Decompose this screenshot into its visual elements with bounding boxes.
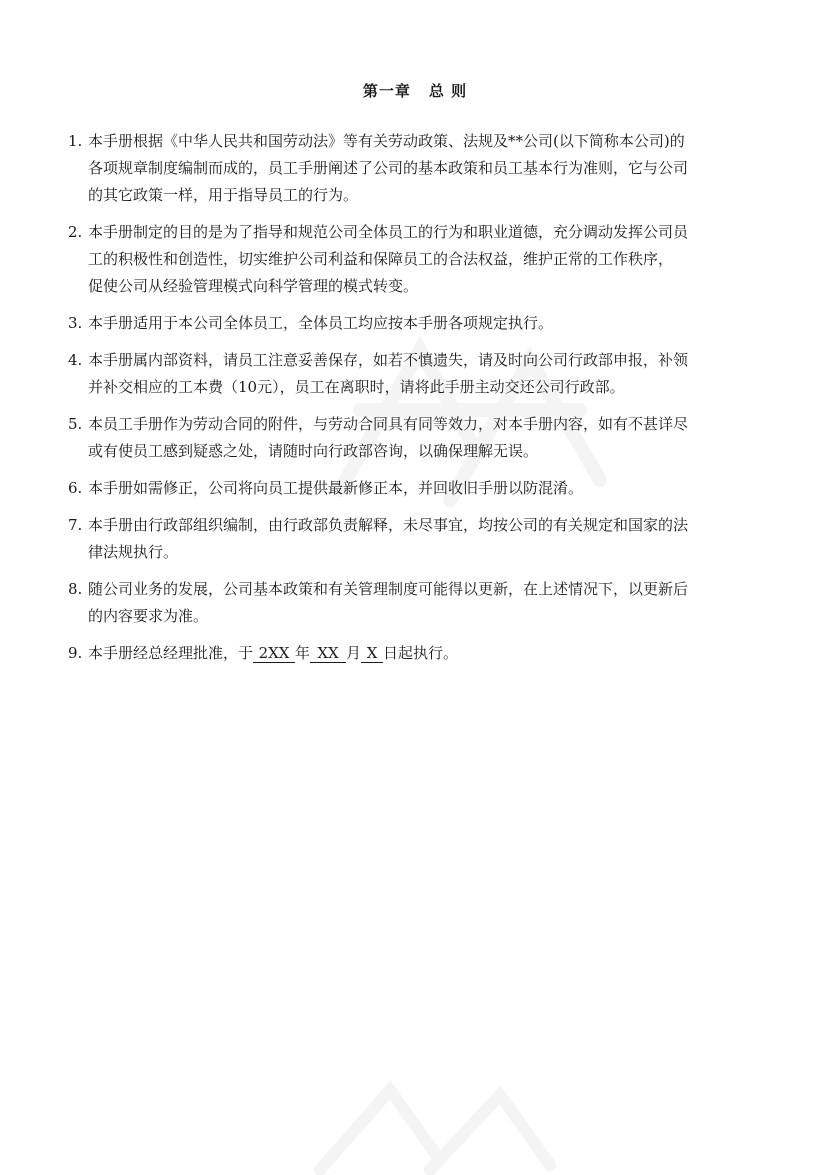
item-text-line: 或有使员工感到疑惑之处，请随时向行政部咨询，以确保理解无误。 xyxy=(88,442,539,460)
list-item xyxy=(68,347,768,401)
day-blank: X xyxy=(361,644,383,663)
item-number: 6. xyxy=(68,479,83,497)
item-number: 2. xyxy=(68,223,83,241)
item-text-line: 的其它政策一样，用于指导员工的行为。 xyxy=(88,186,359,204)
item-number: 9. xyxy=(68,644,83,662)
item-text-line: 本手册属内部资料，请员工注意妥善保存，如若不慎遗失，请及时向公司行政部申报，补领 xyxy=(88,351,689,369)
general-provisions-list xyxy=(68,128,768,677)
list-item-effective-date xyxy=(68,640,768,667)
item-number: 4. xyxy=(68,351,83,369)
item-number: 1. xyxy=(68,132,83,150)
year-blank: 2XX xyxy=(253,644,295,663)
item-number: 8. xyxy=(68,580,83,598)
item-text-line: 本手册根据《中华人民共和国劳动法》等有关劳动政策、法规及**公司(以下简称本公司)的 xyxy=(88,132,685,150)
list-item xyxy=(68,475,768,502)
item-text-line xyxy=(88,640,768,667)
item-text-line: 律法规执行。 xyxy=(88,543,179,561)
item-text-line: 随公司业务的发展，公司基本政策和有关管理制度可能得以更新，在上述情况下，以更新后 xyxy=(88,580,689,598)
item-text-line: 工的积极性和创造性，切实维护公司利益和保障员工的合法权益，维护正常的工作秩序， xyxy=(88,250,674,268)
effective-date-suffix: 日起执行。 xyxy=(383,644,459,662)
item-text-line: 促使公司从经验管理模式向科学管理的模式转变。 xyxy=(88,277,419,295)
list-item xyxy=(68,310,768,337)
item-text-line: 本手册如需修正，公司将向员工提供最新修正本，并回收旧手册以防混淆。 xyxy=(88,479,584,497)
watermark-graphic xyxy=(300,1080,560,1175)
list-item xyxy=(68,219,768,300)
month-unit: 月 xyxy=(346,644,362,662)
item-number: 3. xyxy=(68,314,83,332)
list-item xyxy=(68,576,768,630)
item-number: 5. xyxy=(68,415,83,433)
item-text-line: 本手册制定的目的是为了指导和规范公司全体员工的行为和职业道德，充分调动发挥公司员 xyxy=(88,223,689,241)
item-text-line: 各项规章制度编制而成的，员工手册阐述了公司的基本政策和员工基本行为准则，它与公司 xyxy=(88,159,689,177)
effective-date-prefix: 本手册经总经理批准，于 xyxy=(88,644,254,662)
item-text-line: 的内容要求为准。 xyxy=(88,607,209,625)
chapter-name: 总 则 xyxy=(428,82,468,100)
item-text-line: 本员工手册作为劳动合同的附件，与劳动合同具有同等效力，对本手册内容，如有不甚详尽 xyxy=(88,415,689,433)
item-text-line: 本手册由行政部组织编制，由行政部负责解释，未尽事宜，均按公司的有关规定和国家的法 xyxy=(88,516,689,534)
item-text-line: 并补交相应的工本费（10元），员工在离职时，请将此手册主动交还公司行政部。 xyxy=(88,378,625,396)
item-number: 7. xyxy=(68,516,83,534)
list-item xyxy=(68,128,768,209)
list-item xyxy=(68,512,768,566)
chapter-title xyxy=(0,80,830,101)
month-blank: XX xyxy=(310,644,346,663)
list-item xyxy=(68,411,768,465)
chapter-number: 第一章 xyxy=(362,82,411,100)
item-text-line: 本手册适用于本公司全体员工，全体员工均应按本手册各项规定执行。 xyxy=(88,314,554,332)
year-unit: 年 xyxy=(295,644,311,662)
